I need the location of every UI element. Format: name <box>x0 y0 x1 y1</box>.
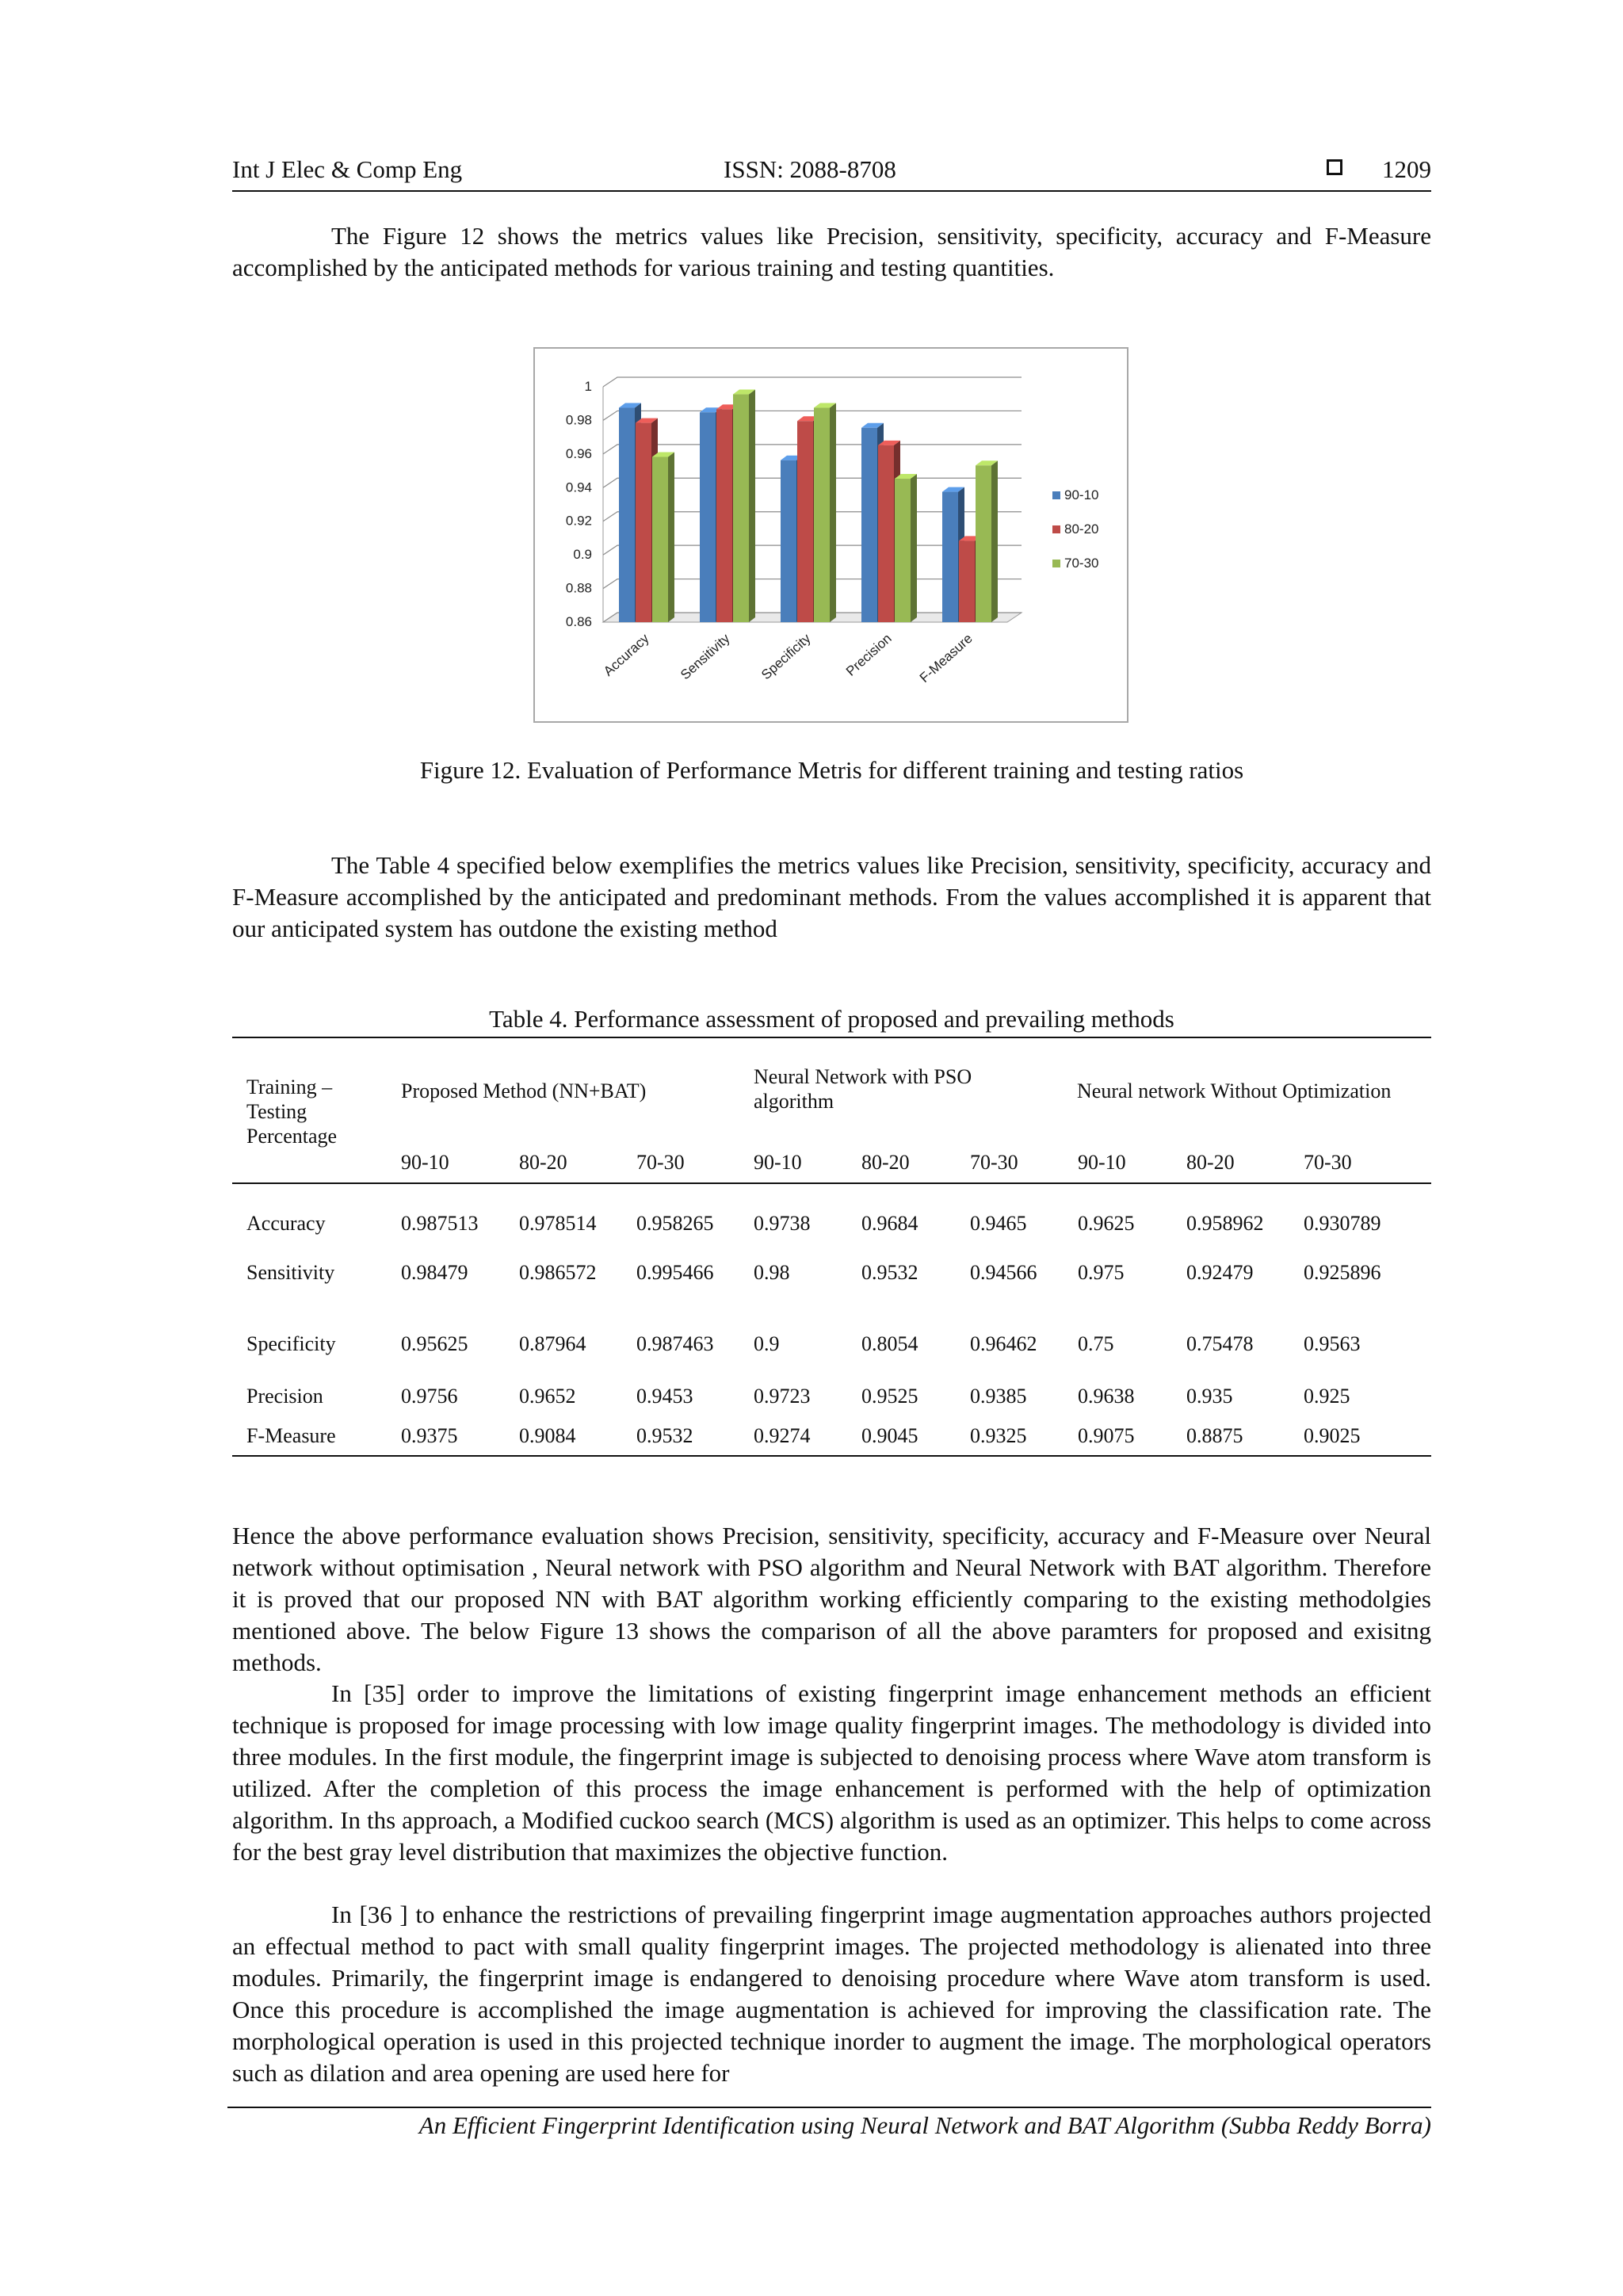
table-header-rule <box>232 1182 1431 1184</box>
table-cell: 0.9325 <box>970 1424 1027 1447</box>
figure-12-frame <box>533 347 1128 723</box>
table-cell: 0.9652 <box>519 1385 576 1408</box>
table-row-metric: F-Measure <box>246 1424 336 1447</box>
bar <box>895 479 911 622</box>
bar <box>814 408 830 622</box>
table-cell: 0.9563 <box>1304 1332 1361 1355</box>
bar-side <box>668 452 674 622</box>
bar <box>733 395 749 622</box>
table-cell: 0.9084 <box>519 1424 576 1447</box>
table-bottom-rule <box>232 1455 1431 1457</box>
table-cell: 0.975 <box>1078 1261 1125 1284</box>
table-cell: 0.9738 <box>754 1212 811 1235</box>
legend-swatch <box>1052 491 1060 499</box>
bar-side <box>830 403 836 622</box>
x-category-label: Precision <box>843 630 895 679</box>
table-cell: 0.958265 <box>636 1212 714 1235</box>
table-cell: 0.987513 <box>401 1212 479 1235</box>
x-category-label: Accuracy <box>601 630 652 679</box>
table-caption: Table 4. Performance assessment of proposed and prevailing methods <box>489 1005 1174 1033</box>
group-header-proposed: Proposed Method (NN+BAT) <box>401 1079 647 1102</box>
bar <box>781 460 796 622</box>
table-cell: 0.995466 <box>636 1261 714 1284</box>
y-tick-label: 0.94 <box>565 479 592 495</box>
y-tick-label: 0.9 <box>573 547 592 563</box>
table-cell: 0.9375 <box>401 1424 458 1447</box>
table-cell: 0.87964 <box>519 1332 586 1355</box>
ref35-paragraph: In [35] order to improve the limitations of existing fingerprint image enhancement methods an efficient technique is proposed for image processing with low image quality fingerprint images. The methodology is divided into three modules. In the first module, the fingerprint image is subjected to denoising process where Wave atom transform is utilized. After the completion of this process the image enhancement is performed with the help of optimization algorithm. In ths approach, a Modified cuckoo search (MCS) algorithm is used as an optimizer. This helps to come across for the best gray level distribution that maximizes the objective function. <box>232 1679 1431 1866</box>
group-header-pso: Neural Network with PSO algorithm <box>754 1065 972 1113</box>
table-row-metric: Sensitivity <box>246 1261 335 1284</box>
table-cell: 0.9 <box>754 1332 780 1355</box>
x-category-label: F-Measure <box>916 630 976 686</box>
gridline <box>603 377 1022 387</box>
row-header-label: Training – Testing Percentage <box>246 1075 338 1148</box>
table-cell: 0.98479 <box>401 1261 468 1284</box>
bar <box>652 457 668 622</box>
y-tick-label: 0.92 <box>565 513 592 529</box>
table-cell: 0.9532 <box>636 1424 693 1447</box>
figure-caption: Figure 12. Evaluation of Performance Metris for different training and testing ratios <box>419 756 1244 784</box>
issn: ISSN: 2088-8708 <box>724 155 896 183</box>
legend-swatch <box>1052 525 1060 533</box>
table-cell: 0.9723 <box>754 1385 811 1408</box>
table-cell: 0.9075 <box>1078 1424 1135 1447</box>
journal-name: Int J Elec & Comp Eng <box>232 155 463 183</box>
table-cell: 0.9045 <box>861 1424 918 1447</box>
split-header-cell: 80-20 <box>519 1151 567 1174</box>
table-row-metric: Specificity <box>246 1332 336 1355</box>
intro-paragraph: The Figure 12 shows the metrics values like Precision, sensitivity, specificity, accuracy and F-Measure accomplished by the anticipated methods for various training and testing quantities. <box>232 222 1431 281</box>
table-cell: 0.925896 <box>1304 1261 1381 1284</box>
bar-side <box>911 474 917 622</box>
table-cell: 0.96462 <box>970 1332 1037 1355</box>
page-header <box>232 155 1431 190</box>
table-cell: 0.9625 <box>1078 1212 1135 1235</box>
table-cell: 0.958962 <box>1186 1212 1264 1235</box>
bar <box>959 541 975 622</box>
y-tick-label: 0.88 <box>565 580 592 596</box>
group-header-no-opt: Neural network Without Optimization <box>1077 1079 1392 1102</box>
table-top-rule <box>232 1037 1431 1038</box>
table-cell: 0.92479 <box>1186 1261 1254 1284</box>
bar <box>942 492 958 622</box>
page-number: 1209 <box>1382 155 1431 183</box>
table-cell: 0.9465 <box>970 1212 1027 1235</box>
bar <box>878 445 894 622</box>
table-cell: 0.94566 <box>970 1261 1037 1284</box>
table-cell: 0.9025 <box>1304 1424 1361 1447</box>
bar <box>797 421 813 622</box>
table-row-metric: Precision <box>246 1385 323 1408</box>
x-category-label: Sensitivity <box>678 630 733 683</box>
table-cell: 0.9638 <box>1078 1385 1135 1408</box>
split-header-cell: 90-10 <box>1078 1151 1126 1174</box>
legend-label: 90-10 <box>1064 487 1099 502</box>
legend-label: 70-30 <box>1064 556 1099 571</box>
table-cell: 0.95625 <box>401 1332 468 1355</box>
legend-swatch <box>1052 560 1060 567</box>
table-cell: 0.8054 <box>861 1332 918 1355</box>
split-header-cell: 80-20 <box>1186 1151 1235 1174</box>
bar-side <box>991 460 998 622</box>
table-cell: 0.925 <box>1304 1385 1350 1408</box>
table-cell: 0.9385 <box>970 1385 1027 1408</box>
bar <box>700 412 716 622</box>
page-footer: An Efficient Fingerprint Identification using Neural Network and BAT Algorithm (Subba Reddy Borra) <box>418 2111 1431 2139</box>
bar <box>861 428 877 622</box>
table-cell: 0.9756 <box>401 1385 458 1408</box>
table-cell: 0.9532 <box>861 1261 918 1284</box>
table-cell: 0.8875 <box>1186 1424 1243 1447</box>
table-cell: 0.986572 <box>519 1261 597 1284</box>
bar <box>716 409 732 622</box>
split-header-cell: 90-10 <box>401 1151 449 1174</box>
x-category-label: Specificity <box>758 630 814 683</box>
bar-side <box>749 390 755 622</box>
bar <box>976 465 991 622</box>
performance-chart <box>535 349 1127 721</box>
footer-rule <box>227 2107 1431 2108</box>
table-cell: 0.9453 <box>636 1385 693 1408</box>
bar <box>636 423 651 622</box>
split-header-cell: 80-20 <box>861 1151 910 1174</box>
y-tick-label: 0.96 <box>565 445 592 461</box>
table-cell: 0.75478 <box>1186 1332 1254 1355</box>
legend-label: 80-20 <box>1064 521 1099 537</box>
y-tick-label: 1 <box>584 379 592 394</box>
header-rule <box>232 190 1431 192</box>
table-cell: 0.9684 <box>861 1212 918 1235</box>
table-cell: 0.9274 <box>754 1424 811 1447</box>
table-cell: 0.930789 <box>1304 1212 1381 1235</box>
y-tick-label: 0.86 <box>565 614 592 629</box>
table-cell: 0.98 <box>754 1261 790 1284</box>
split-header-cell: 70-30 <box>970 1151 1018 1174</box>
table-intro-paragraph: The Table 4 specified below exemplifies the metrics values like Precision, sensitivity, specificity, accuracy and F-Measure accomplished by the anticipated and predominant methods. From the values accomplished it is apparent that our anticipated system has outdone the existing method <box>232 851 1431 942</box>
hence-paragraph: Hence the above performance evaluation shows Precision, sensitivity, specificity, accuracy and F-Measure over Neural network without optimisation , Neural network with PSO algorithm and Neural Network with BAT algorithm. Therefore it is proved that our proposed NN with BAT algorithm working efficiently comparing to the existing methodolgies mentioned above. The below Figure 13 shows the comparison of all the above paramters for proposed and exisitng methods. <box>232 1522 1431 1676</box>
y-tick-label: 0.98 <box>565 412 592 428</box>
table-row-metric: Accuracy <box>246 1212 326 1235</box>
split-header-cell: 90-10 <box>754 1151 802 1174</box>
checkbox-square-icon <box>1327 159 1342 175</box>
table-cell: 0.75 <box>1078 1332 1114 1355</box>
table-cell: 0.9525 <box>861 1385 918 1408</box>
table-cell: 0.935 <box>1186 1385 1233 1408</box>
table-cell: 0.978514 <box>519 1212 597 1235</box>
split-header-cell: 70-30 <box>1304 1151 1352 1174</box>
bar <box>619 408 635 622</box>
table-cell: 0.987463 <box>636 1332 714 1355</box>
ref36-paragraph: In [36 ] to enhance the restrictions of prevailing fingerprint image augmentation approaches authors projected an effectual method to pact with small quality fingerprint images. The projected methodology is alienated into three modules. Primarily, the fingerprint image is endangered to denoising procedure where Wave atom transform is used. Once this procedure is accomplished the image augmentation is achieved for improving the classification rate. The morphological operation is used in this projected technique inorder to augment the image. The morphological operators such as dilation and area opening are used here for <box>232 1901 1431 2087</box>
split-header-cell: 70-30 <box>636 1151 685 1174</box>
